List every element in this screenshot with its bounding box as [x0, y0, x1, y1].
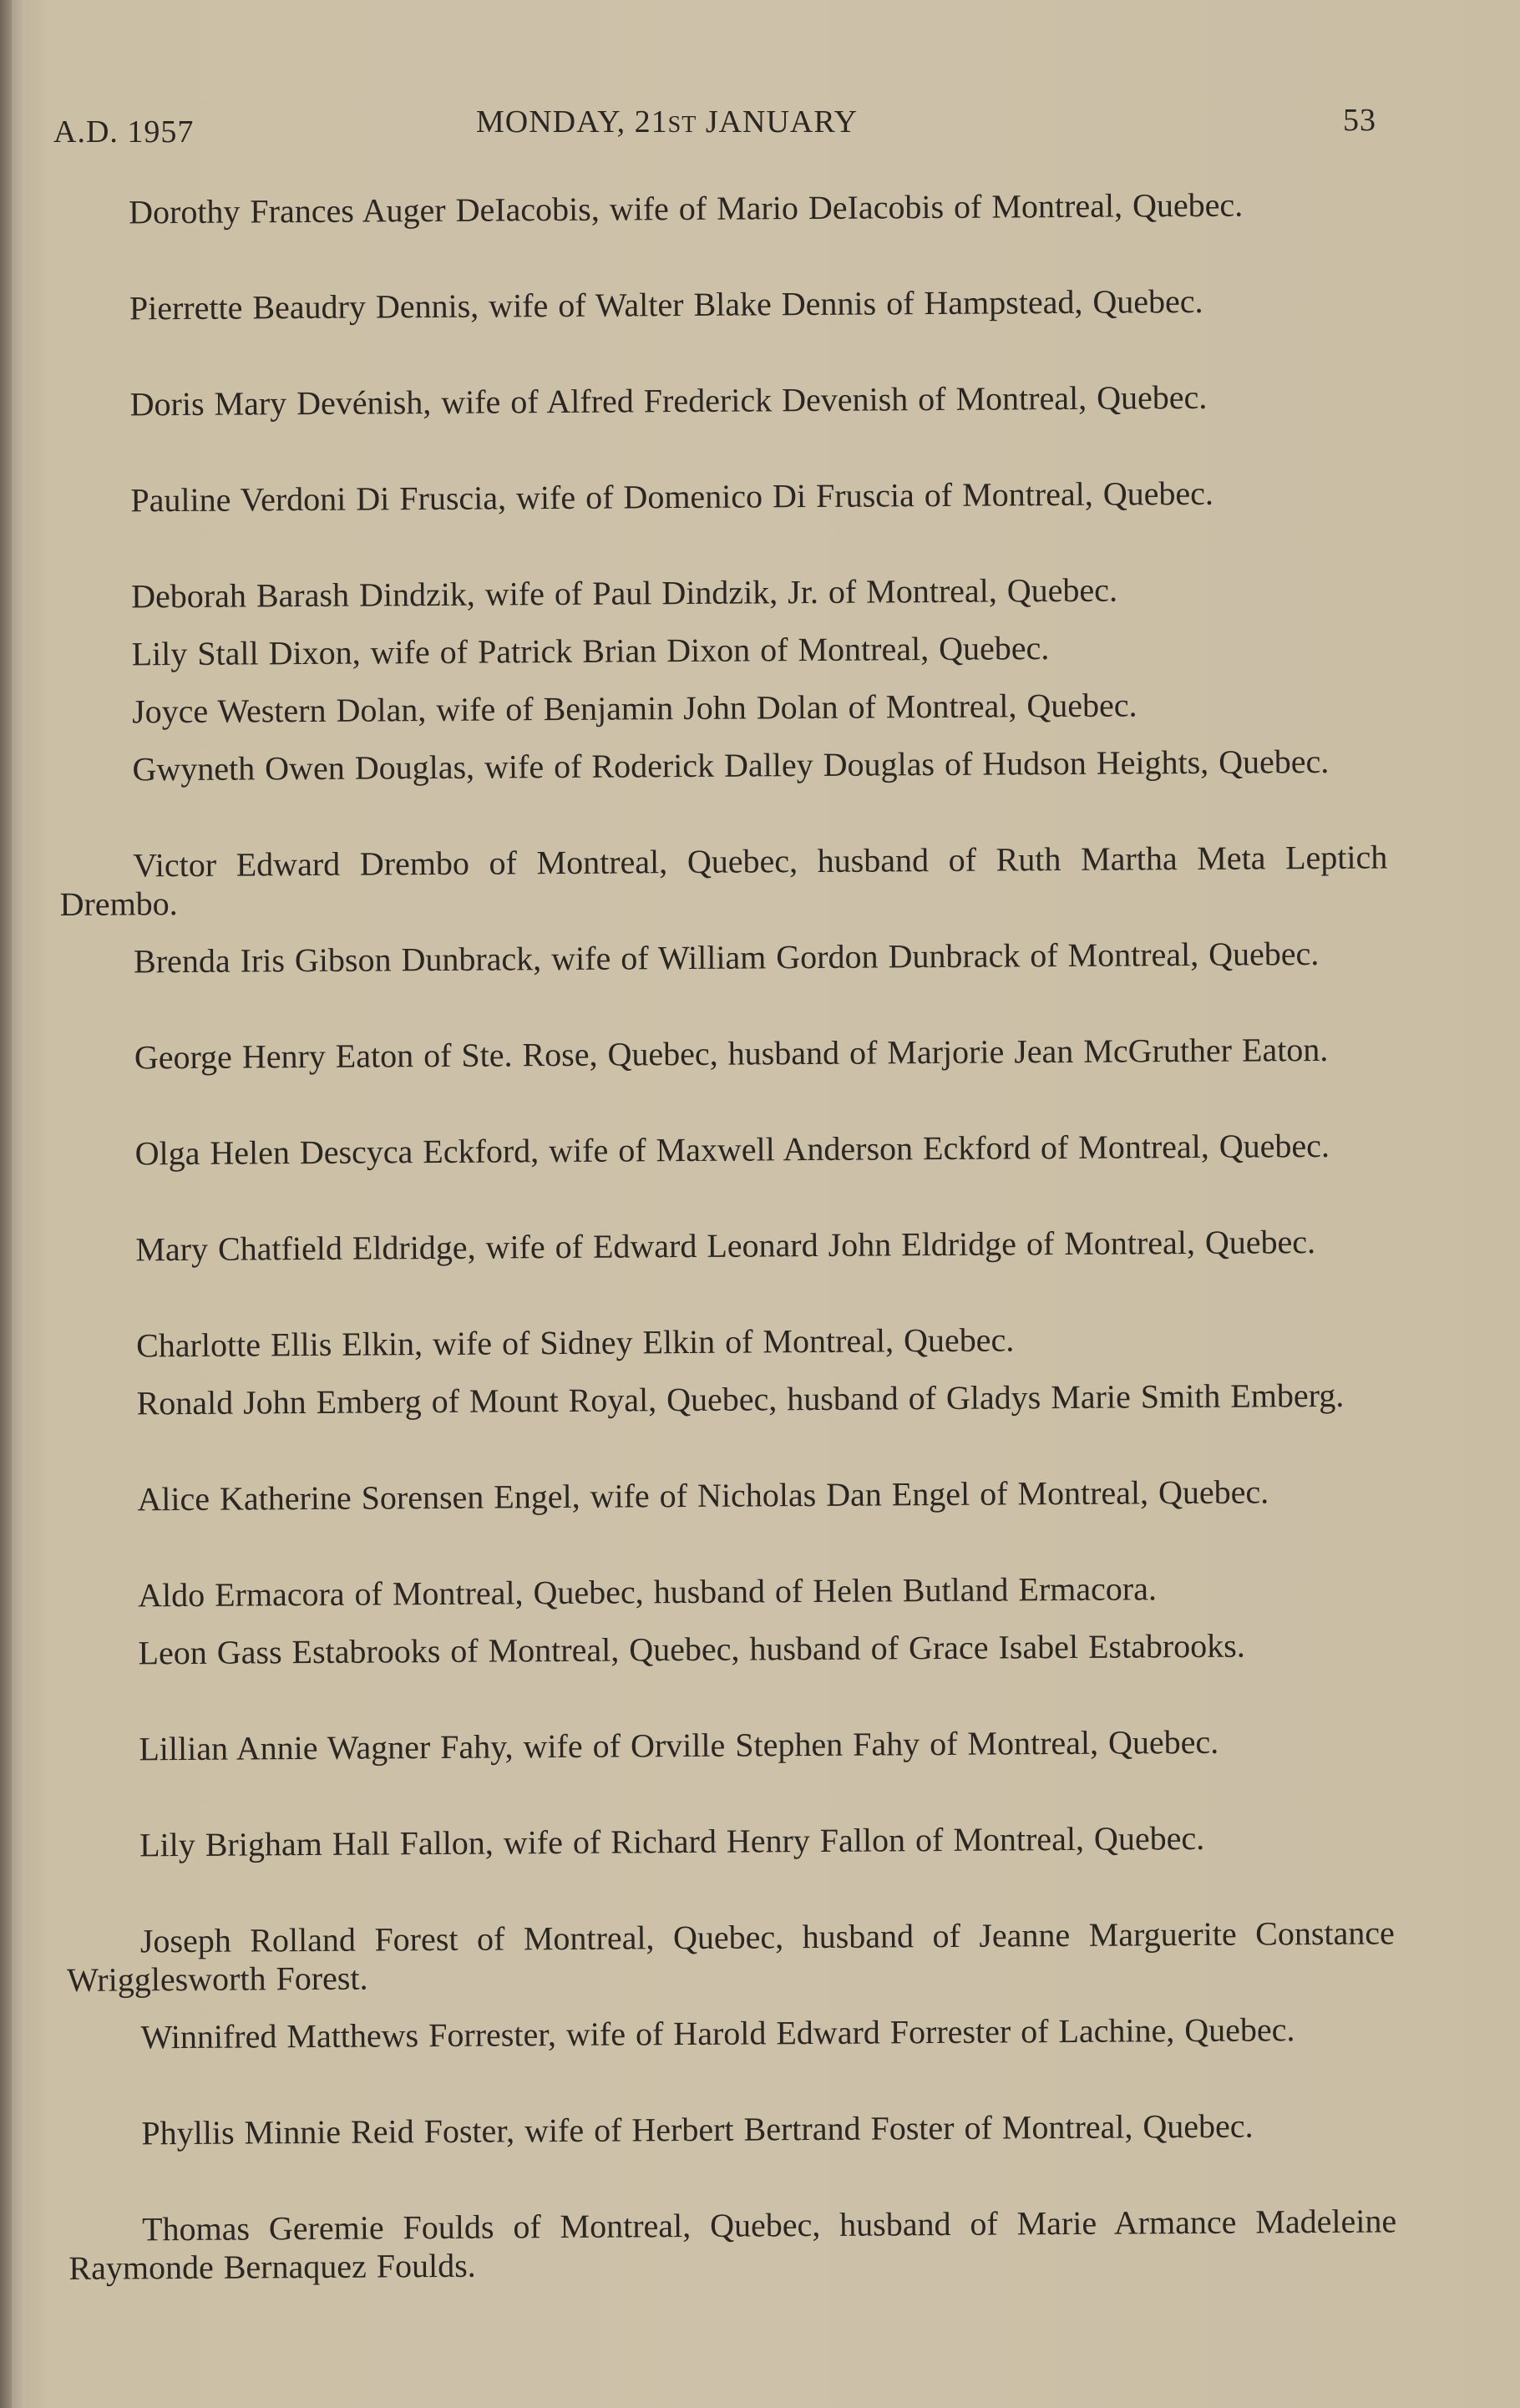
list-item: Ronald John Emberg of Mount Royal, Quebec, husband of Gladys Marie Smith Emberg.: [136, 1376, 1345, 1422]
list-item: Leon Gass Estabrooks of Montreal, Quebec, husband of Grace Isabel Estabrooks.: [138, 1626, 1245, 1672]
list-item: Gwyneth Owen Douglas, wife of Roderick Dalley Douglas of Hudson Heights, Quebec.: [132, 742, 1330, 788]
book-spine-shadow: [0, 0, 12, 2408]
entry-list: [55, 185, 1397, 2306]
header-date-ordinal: ST: [667, 112, 697, 138]
list-item: Olga Helen Descyca Eckford, wife of Maxwell Anderson Eckford of Montreal, Quebec.: [134, 1126, 1330, 1173]
list-item: Thomas Geremie Foulds of Montreal, Quebec, husband of Marie Armance Madeleine Raymonde Bernaquez Foulds.: [68, 2202, 1397, 2287]
header-date: [476, 104, 858, 140]
header-date-suffix: JANUARY: [697, 104, 859, 139]
list-item: Mary Chatfield Eldridge, wife of Edward Leonard John Eldridge of Montreal, Quebec.: [135, 1223, 1316, 1269]
list-item: Lillian Annie Wagner Fahy, wife of Orville Stephen Fahy of Montreal, Quebec.: [139, 1722, 1219, 1768]
list-item: Dorothy Frances Auger DeIacobis, wife of Mario DeIacobis of Montreal, Quebec.: [128, 185, 1244, 231]
list-item: Joyce Western Dolan, wife of Benjamin John Dolan of Montreal, Quebec.: [131, 686, 1137, 731]
list-item: Lily Stall Dixon, wife of Patrick Brian Dixon of Montreal, Quebec.: [131, 629, 1050, 673]
list-item: Winnifred Matthews Forrester, wife of Harold Edward Forrester of Lachine, Quebec.: [140, 2010, 1295, 2056]
list-item: Alice Katherine Sorensen Engel, wife of Nicholas Dan Engel of Montreal, Quebec.: [137, 1473, 1269, 1518]
list-item: Doris Mary Devénish, wife of Alfred Frederick Devenish of Montreal, Quebec.: [129, 378, 1208, 423]
list-item: George Henry Eaton of Ste. Rose, Quebec, husband of Marjorie Jean McGruther Eaton.: [134, 1030, 1329, 1077]
header-date-prefix: MONDAY, 21: [476, 104, 668, 139]
page-header: [52, 99, 1376, 149]
header-year: A.D. 1957: [53, 114, 195, 150]
list-item: Deborah Barash Dindzik, wife of Paul Dindzik, Jr. of Montreal, Quebec.: [131, 570, 1118, 616]
page-number: 53: [1343, 103, 1376, 138]
list-item: Joseph Rolland Forest of Montreal, Quebec, husband of Jeanne Marguerite Constance Wrigglesworth Forest.: [67, 1914, 1395, 1999]
list-item: Brenda Iris Gibson Dunbrack, wife of William Gordon Dunbrack of Montreal, Quebec.: [133, 934, 1320, 981]
list-item: Pierrette Beaudry Dennis, wife of Walter Blake Dennis of Hampstead, Quebec.: [129, 281, 1203, 327]
list-item: Charlotte Ellis Elkin, wife of Sidney Elkin of Montreal, Quebec.: [135, 1321, 1015, 1365]
list-item: Aldo Ermacora of Montreal, Quebec, husband of Helen Butland Ermacora.: [137, 1569, 1158, 1615]
list-item: Victor Edward Drembo of Montreal, Quebec, husband of Ruth Martha Meta Leptich Drembo.: [59, 838, 1388, 923]
list-item: Phyllis Minnie Reid Foster, wife of Herbert Bertrand Foster of Montreal, Quebec.: [141, 2106, 1254, 2152]
list-item: Pauline Verdoni Di Fruscia, wife of Domenico Di Fruscia of Montreal, Quebec.: [130, 474, 1214, 520]
list-item: Lily Brigham Hall Fallon, wife of Richard Henry Fallon of Montreal, Quebec.: [139, 1818, 1205, 1864]
